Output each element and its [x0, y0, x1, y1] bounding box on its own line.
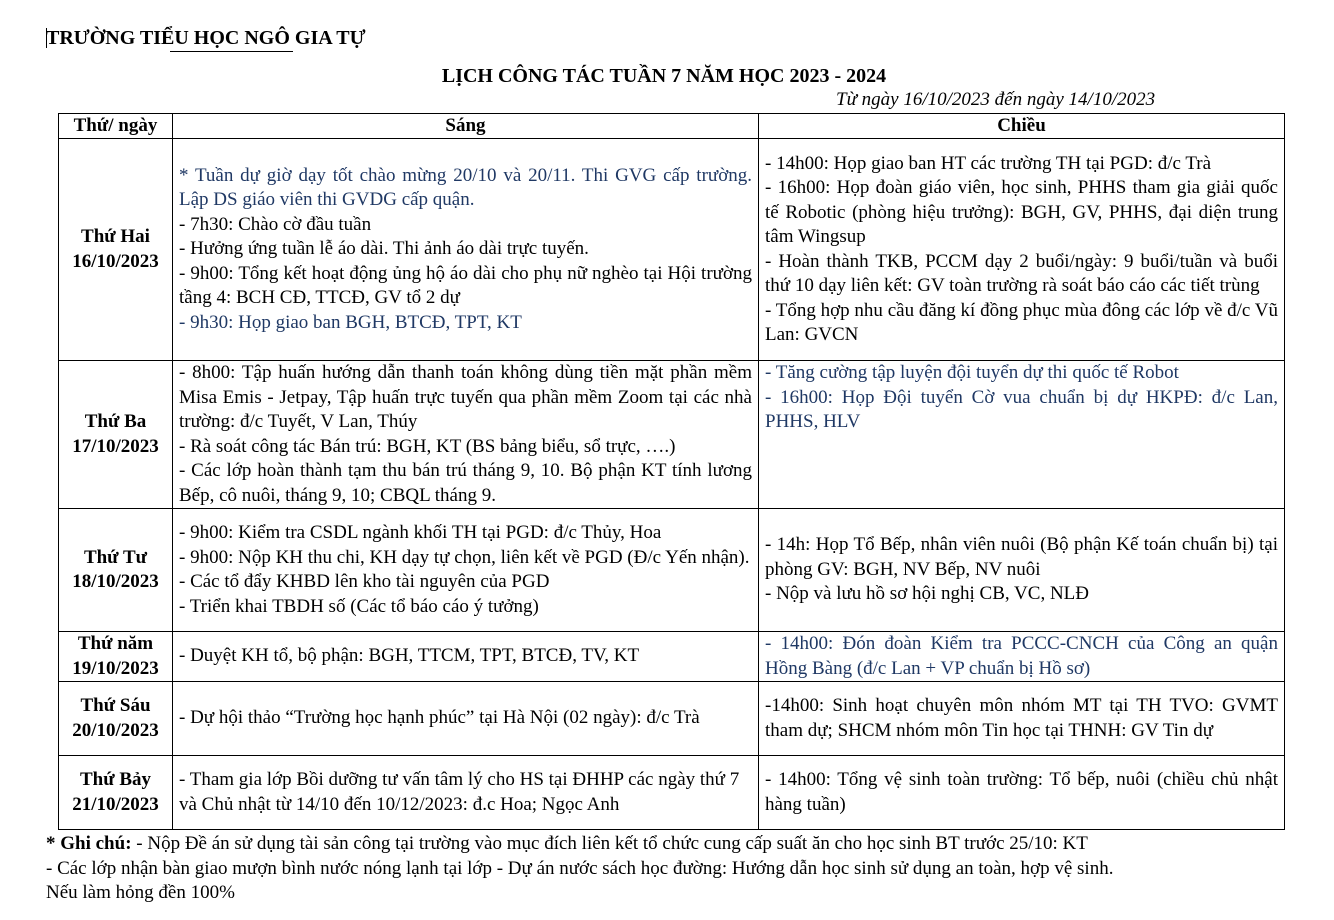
header-afternoon: Chiều [759, 114, 1285, 139]
day-name: Thứ Bảy [79, 769, 152, 790]
day-cell [59, 509, 173, 632]
day-cell [59, 682, 173, 756]
morning-cell [173, 632, 759, 682]
morning-item: * Tuần dự giờ dạy tốt chào mừng 20/10 và 20/11. Thi GVG cấp trường. Lập DS giáo viên thi GVDG cấp quận. [179, 164, 752, 211]
afternoon-item: - Hoàn thành TKB, PCCM dạy 2 buổi/ngày: 9 buổi/tuần và buổi thứ 10 dạy liên kết: GV toàn trường rà soát báo cáo các tiết trùng [765, 250, 1278, 296]
date-range: Từ ngày 16/10/2023 đến ngày 14/10/2023 [836, 89, 1156, 110]
day-name: Thứ Ba [84, 411, 147, 432]
morning-item: - Dự hội thảo “Trường học hạnh phúc” tại Hà Nội (02 ngày): đ/c Trà [179, 707, 700, 729]
day-date: 18/10/2023 [72, 571, 159, 592]
morning-item: - 8h00: Tập huấn hướng dẫn thanh toán không dùng tiền mặt phần mềm Misa Emis - Jetpay, Tập huấn trực tuyến qua phần mềm Zoom tại các nhà trường: đ/c Tuyết, V Lan, Thúy [179, 362, 752, 432]
morning-item: - Tham gia lớp Bồi dưỡng tư vấn tâm lý cho HS tại ĐHHP các ngày thứ 7 và Chủ nhật từ 14/10 đến 10/12/2023: đ.c Hoa; Ngọc Anh [179, 769, 740, 815]
day-name: Thứ năm [77, 633, 154, 654]
day-cell [59, 632, 173, 682]
morning-item: - Hưởng ứng tuần lễ áo dài. Thi ảnh áo dài trực tuyến. [179, 238, 589, 260]
day-name: Thứ Tư [83, 546, 148, 568]
footnote-line-2: - Các lớp nhận bàn giao mượn bình nước nóng lạnh tại lớp - Dự án nước sách học đường: Hướng dẫn học sinh sử dụng an toàn, hợp vệ sinh. [46, 857, 1114, 879]
morning-cell [173, 139, 759, 361]
day-date: 17/10/2023 [72, 435, 159, 457]
morning-item: - Rà soát công tác Bán trú: BGH, KT (BS bảng biểu, sổ trực, ….) [179, 435, 676, 457]
morning-cell [173, 756, 759, 830]
afternoon-item: -14h00: Sinh hoạt chuyên môn nhóm MT tại TH TVO: GVMT tham dự; SHCM nhóm môn Tin học tại THNH: GV Tin dự [765, 695, 1278, 741]
afternoon-item: - Tổng hợp nhu cầu đăng kí đồng phục mùa đông các lớp về đ/c Vũ Lan: GVCN [765, 299, 1278, 345]
day-date: 19/10/2023 [72, 657, 159, 679]
afternoon-item: - 14h: Họp Tổ Bếp, nhân viên nuôi (Bộ phận Kế toán chuẩn bị) tại phòng GV: BGH, NV Bếp, NV nuôi [765, 534, 1278, 580]
morning-item: - 9h30: Họp giao ban BGH, BTCĐ, TPT, KT [179, 311, 522, 333]
day-cell [59, 756, 173, 830]
afternoon-item: - 16h00: Họp đoàn giáo viên, học sinh, PHHS tham gia giải quốc tế Robotic (phòng hiệu trưởng): BGH, GV, PHHS, đại diện trung tâm Wingsup [765, 177, 1278, 247]
afternoon-cell [759, 632, 1285, 682]
document-title-text: LỊCH CÔNG TÁC TUẦN 7 NĂM HỌC 2023 - 2024 [441, 65, 887, 87]
afternoon-item: - 16h00: Họp Đội tuyển Cờ vua chuẩn bị dự HKPĐ: đ/c Lan, PHHS, HLV [765, 386, 1278, 432]
footnote-text-1: - Nộp Đề án sử dụng tài sản công tại trường vào mục đích liên kết tổ chức cung cấp suất ăn cho học sinh BT trước 25/10: KT [131, 833, 1088, 854]
header-morning: Sáng [173, 114, 759, 139]
footnote-line-1 [46, 832, 1306, 857]
afternoon-item: - 14h00: Tổng vệ sinh toàn trường: Tổ bếp, nuôi (chiều chủ nhật hàng tuần) [765, 769, 1278, 815]
morning-item: - 9h00: Kiểm tra CSDL ngành khối TH tại PGD: đ/c Thủy, Hoa [179, 522, 662, 543]
school-name: TRƯỜNG TIỂU HỌC NGÔ GIA TỰ [46, 27, 366, 49]
morning-cell [173, 509, 759, 632]
table-row [59, 682, 1285, 756]
afternoon-cell [759, 509, 1285, 632]
morning-item: - Triển khai TBDH số (Các tổ báo cáo ý tưởng) [179, 595, 539, 617]
morning-cell [173, 682, 759, 756]
morning-item: - Duyệt KH tổ, bộ phận: BGH, TTCM, TPT, BTCĐ, TV, KT [179, 645, 640, 667]
morning-item: - 7h30: Chào cờ đầu tuần [179, 213, 372, 235]
footnote-line-3: Nếu làm hỏng đền 100% [46, 882, 235, 903]
afternoon-item: - 14h00: Đón đoàn Kiểm tra PCCC-CNCH của Công an quận Hồng Bàng (đ/c Lan + VP chuẩn bị Hồ sơ) [765, 633, 1278, 679]
morning-item: - 9h00: Tổng kết hoạt động ủng hộ áo dài cho phụ nữ nghèo tại Hội trường tầng 4: BCH CĐ, TTCĐ, GV tổ 2 dự [179, 262, 752, 309]
afternoon-item: - Nộp và lưu hồ sơ hội nghị CB, VC, NLĐ [765, 583, 1090, 605]
header-day: Thứ/ ngày [59, 114, 173, 139]
table-row [59, 756, 1285, 830]
table-header-row [59, 114, 1285, 139]
day-cell [59, 361, 173, 509]
table-row [59, 509, 1285, 632]
table-row [59, 632, 1285, 682]
day-date: 21/10/2023 [72, 793, 159, 815]
day-date: 20/10/2023 [72, 719, 159, 741]
footnote-label: * Ghi chú: [46, 833, 132, 854]
day-cell [59, 139, 173, 361]
school-underline [170, 51, 293, 52]
schedule-table [58, 113, 1285, 830]
day-name: Thứ Sáu [80, 695, 151, 716]
afternoon-item: - 14h00: Họp giao ban HT các trường TH tại PGD: đ/c Trà [765, 152, 1212, 174]
morning-item: - 9h00: Nộp KH thu chi, KH dạy tự chọn, liên kết về PGD (Đ/c Yến nhận). [179, 546, 750, 568]
table-row [59, 361, 1285, 509]
footnote [46, 832, 1306, 906]
day-date: 16/10/2023 [72, 250, 159, 272]
afternoon-cell [759, 682, 1285, 756]
morning-item: - Các lớp hoàn thành tạm thu bán trú tháng 9, 10. Bộ phận KT tính lương Bếp, cô nuôi, tháng 9, 10; CBQL tháng 9. [179, 460, 752, 506]
afternoon-cell [759, 361, 1285, 509]
morning-cell [173, 361, 759, 509]
afternoon-cell [759, 139, 1285, 361]
afternoon-item: - Tăng cường tập luyện đội tuyển dự thi quốc tế Robot [765, 362, 1179, 383]
table-row [59, 139, 1285, 361]
afternoon-cell [759, 756, 1285, 830]
day-name: Thứ Hai [81, 226, 150, 247]
morning-item: - Các tổ đẩy KHBD lên kho tài nguyên của PGD [179, 571, 550, 592]
document-title [0, 64, 1334, 88]
